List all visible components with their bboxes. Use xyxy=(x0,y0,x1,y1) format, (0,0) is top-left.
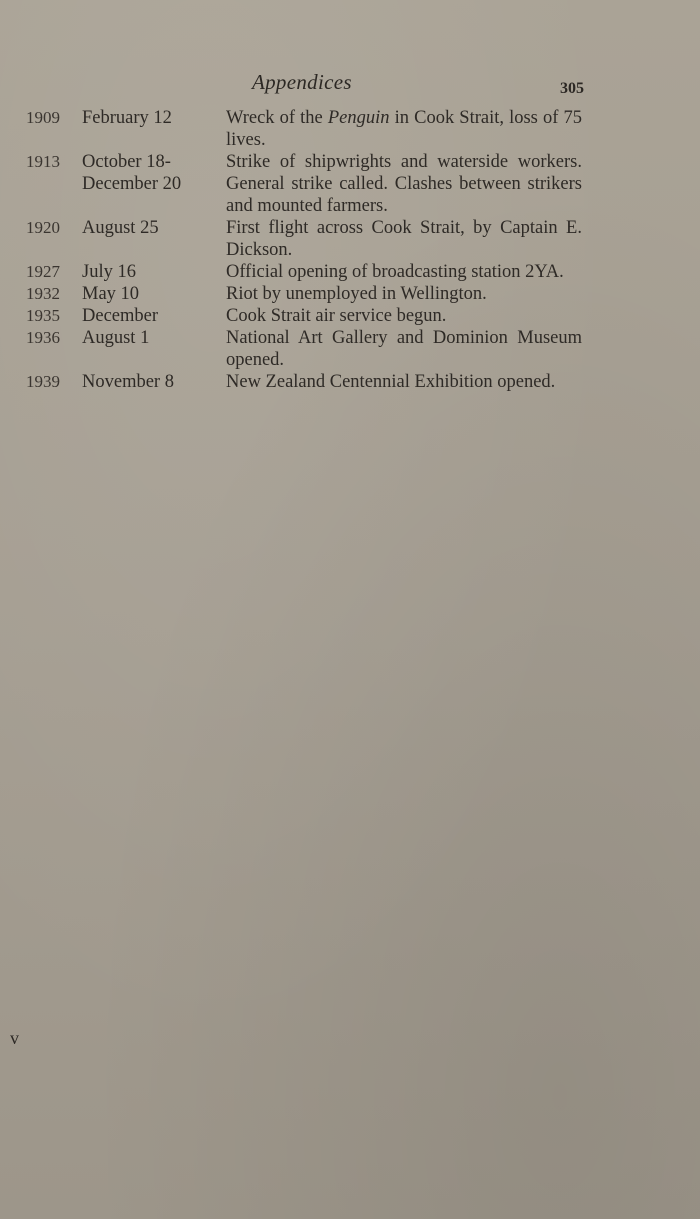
chronology-entry xyxy=(0,283,700,305)
entry-date xyxy=(82,305,212,327)
ship-name: Penguin xyxy=(327,108,390,128)
entry-date-line: August 1 xyxy=(82,328,150,348)
entry-year: 1920 xyxy=(26,218,60,237)
entry-description: National Art Gallery and Dominion Museum opened. xyxy=(226,328,582,370)
running-head: Appendices xyxy=(252,70,352,94)
entry-year: 1927 xyxy=(26,262,60,281)
entry-date xyxy=(82,327,212,349)
entry-year: 1932 xyxy=(26,284,60,303)
entry-year: 1935 xyxy=(26,306,60,325)
entry-description: New Zealand Centennial Exhibition opened. xyxy=(226,372,556,392)
entry-date-line: February 12 xyxy=(82,108,172,128)
entry-description: Strike of shipwrights and waterside workers. General strike called. Clashes between strikers and mounted farmers. xyxy=(226,152,582,216)
entry-year: 1936 xyxy=(26,328,60,347)
entry-date xyxy=(82,283,212,305)
entry-description-text: Wreck of the xyxy=(226,108,328,128)
entry-date xyxy=(82,371,212,393)
chronology-entry xyxy=(0,217,700,261)
chronology-entry xyxy=(0,305,700,327)
entry-date-line: October 18- xyxy=(82,152,171,172)
entry-date xyxy=(82,107,212,129)
chronology-entry xyxy=(0,371,700,393)
chronology-entry xyxy=(0,261,700,283)
signature-mark: v xyxy=(10,1028,19,1048)
chronology-entry xyxy=(0,151,700,217)
entry-date-line: December xyxy=(82,306,159,326)
entry-date xyxy=(82,151,212,195)
entry-year: 1939 xyxy=(26,372,60,391)
entry-description xyxy=(226,107,582,151)
entry-date-line: November 8 xyxy=(82,372,174,392)
entry-description: Official opening of broadcasting station 2YA. xyxy=(226,262,564,282)
chronology-entry xyxy=(0,327,700,371)
entry-description: First flight across Cook Strait, by Captain E. Dickson. xyxy=(226,218,582,260)
entry-description: Cook Strait air service begun. xyxy=(226,306,447,326)
entry-year: 1913 xyxy=(26,152,60,171)
page-number: 305 xyxy=(560,80,584,97)
chronology-entry xyxy=(0,107,700,151)
entry-date-line: July 16 xyxy=(82,262,136,282)
entry-date-line: August 25 xyxy=(82,218,159,238)
entry-year: 1909 xyxy=(26,108,60,127)
entry-date xyxy=(82,261,212,283)
chronology-list xyxy=(0,107,700,393)
entry-date-line: December 20 xyxy=(82,174,182,194)
entry-description: Riot by unemployed in Wellington. xyxy=(226,284,487,304)
entry-description-text: in Cook Strait, loss of 75 lives. xyxy=(226,108,582,150)
entry-date-line: May 10 xyxy=(82,284,140,304)
entry-date xyxy=(82,217,212,239)
